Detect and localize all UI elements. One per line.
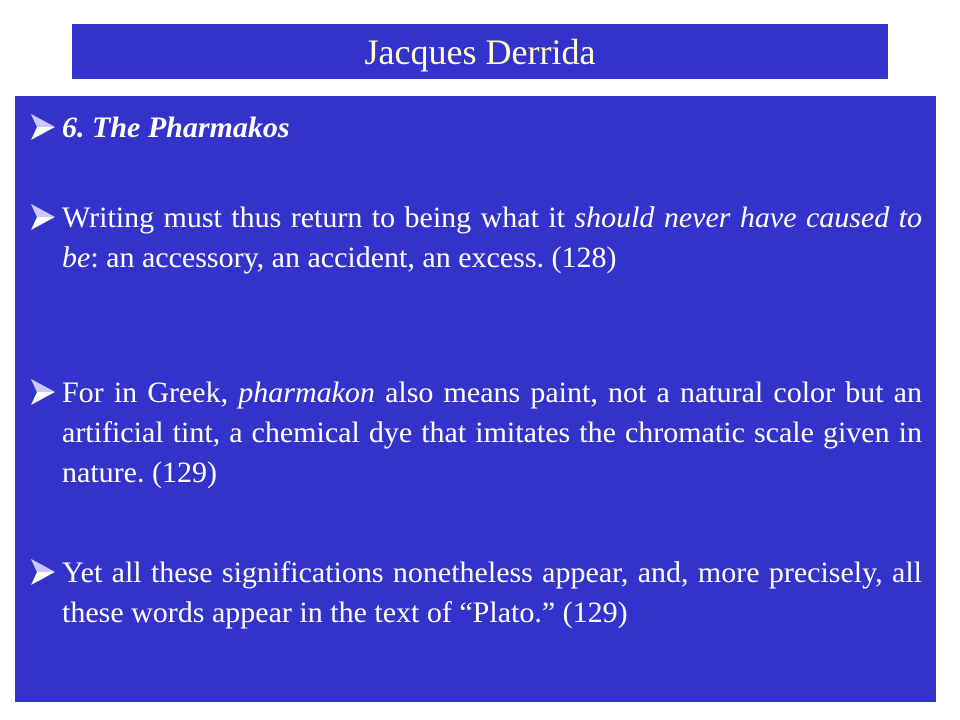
bullet-text-pharmakon	[62, 373, 922, 493]
arrowhead-bullet-icon	[29, 377, 57, 407]
slide-title: Jacques Derrida	[364, 31, 596, 72]
text-run: also means paint, not a natural color but an artificial tint, a chemical dye that imitates the chromatic scale given in nature. (129)	[62, 376, 922, 489]
bullet-text-significations	[62, 553, 922, 633]
italic-word: pharmakon	[238, 376, 375, 409]
section-heading: 6. The Pharmakos	[62, 111, 290, 144]
arrowhead-bullet-icon	[29, 557, 57, 587]
text-run: Yet all these significations nonetheless appear, and, more precisely, all these words appear in the text of “Plato.” (129)	[62, 556, 922, 629]
text-run: Writing must thus return to being what it	[62, 201, 575, 234]
italic-phrase: should never have caused to be	[62, 201, 922, 274]
text-run: For in Greek,	[62, 376, 239, 409]
arrowhead-bullet-icon	[29, 112, 57, 142]
content-box	[15, 96, 936, 702]
title-bar	[72, 24, 888, 79]
text-run: : an accessory, an accident, an excess. (128)	[90, 241, 617, 274]
bullet-text-writing	[62, 198, 922, 278]
arrowhead-bullet-icon	[29, 202, 57, 232]
